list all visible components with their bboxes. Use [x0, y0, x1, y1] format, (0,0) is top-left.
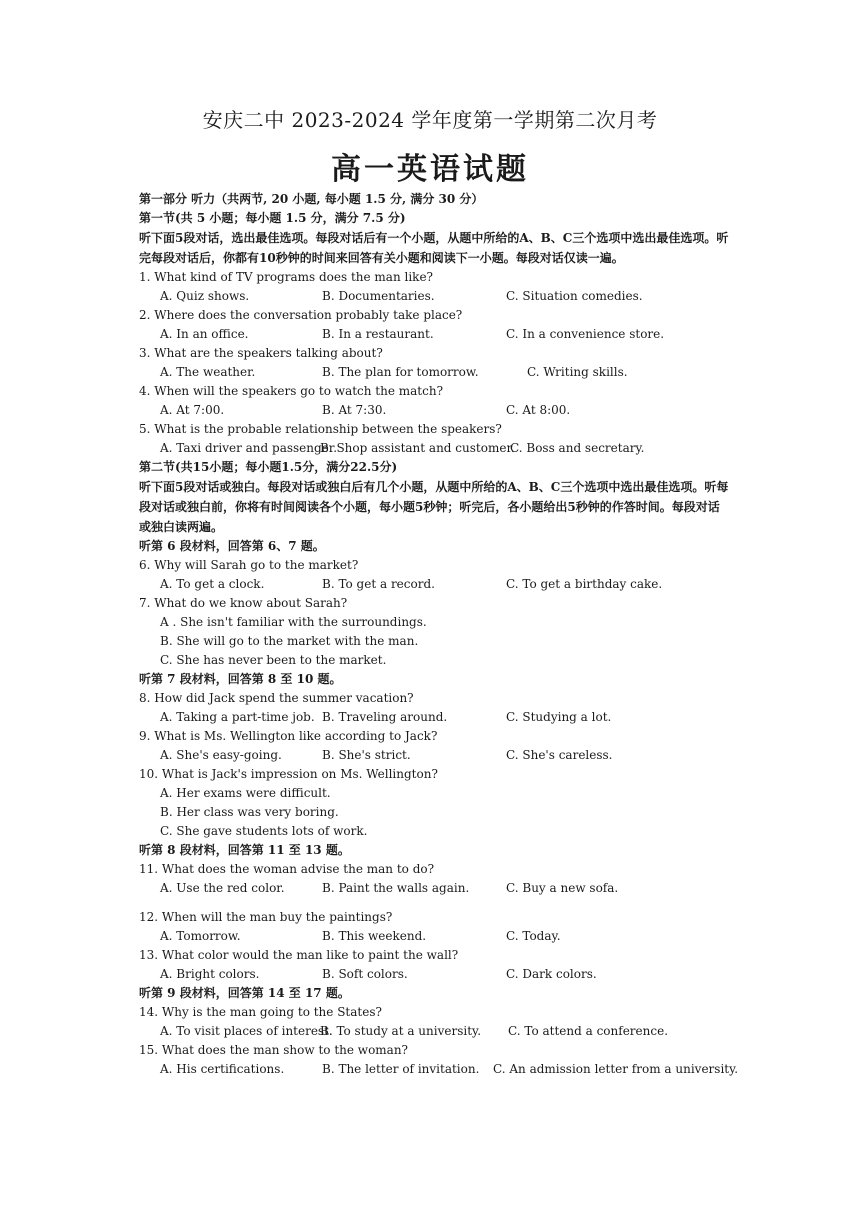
- option-b: B. Her class was very boring.: [160, 805, 339, 819]
- question-8: 8. How did Jack spend the summer vacation?: [139, 691, 414, 705]
- section2-heading: 第二节(共15小题；每小题1.5分，满分22.5分): [139, 460, 398, 474]
- option-a: A. His certifications.: [160, 1062, 285, 1076]
- option-c: C. Dark colors.: [506, 967, 597, 981]
- option-a: A. Taking a part-time job.: [160, 710, 315, 724]
- option-c: C. Boss and secretary.: [510, 441, 645, 455]
- option-c: C. Situation comedies.: [506, 289, 643, 303]
- question-11: 11. What does the woman advise the man to do?: [139, 862, 435, 876]
- option-b: B. In a restaurant.: [322, 327, 434, 341]
- options-11: [139, 879, 729, 898]
- option-a: A. She's easy-going.: [160, 748, 282, 762]
- question-6: 6. Why will Sarah go to the market?: [139, 558, 359, 572]
- options-4: [139, 401, 729, 420]
- option-a: A . She isn't familiar with the surroundings.: [160, 615, 427, 629]
- page-title: 高一英语试题: [331, 152, 529, 187]
- option-c: C. Today.: [506, 929, 561, 943]
- option-c: C. In a convenience store.: [506, 327, 665, 341]
- option-a: A. To visit places of interest.: [160, 1024, 333, 1038]
- question-4: 4. When will the speakers go to watch the match?: [139, 384, 444, 398]
- option-a: A. Bright colors.: [160, 967, 260, 981]
- section2-instructions: 听下面5段对话或独白。每段对话或独白后有几个小题，从题中所给的A、B、C三个选项中选出最佳选项。听每段对话或独白前，你将有时间阅读各个小题，每小题5秒钟；听完后，各小题给出5秒钟的作答时间。每段对话或独白读两遍。: [139, 480, 729, 534]
- option-c: C. She gave students lots of work.: [160, 824, 368, 838]
- option-b: B. Soft colors.: [322, 967, 408, 981]
- question-2: 2. Where does the conversation probably take place?: [139, 308, 463, 322]
- option-b: B. The letter of invitation.: [322, 1062, 480, 1076]
- option-b: B. Traveling around.: [322, 710, 448, 724]
- option-a: A. Use the red color.: [160, 881, 285, 895]
- options-14: [139, 1022, 729, 1041]
- question-12: 12. When will the man buy the paintings?: [139, 910, 393, 924]
- section1-heading: 第一节(共 5 小题；每小题 1.5 分，满分 7.5 分): [139, 211, 406, 225]
- options-5: [139, 439, 729, 458]
- exam-body: [139, 190, 739, 1079]
- options-13: [139, 965, 729, 984]
- option-b: B. This weekend.: [322, 929, 427, 943]
- option-a: A. Taxi driver and passenger.: [160, 441, 338, 455]
- spacer: [139, 898, 729, 908]
- option-a: A. Her exams were difficult.: [160, 786, 331, 800]
- options-9: [139, 746, 729, 765]
- school-exam-line: 安庆二中 2023-2024 学年度第一学期第二次月考: [202, 108, 658, 132]
- question-15: 15. What does the man show to the woman?: [139, 1043, 408, 1057]
- option-b: B. Documentaries.: [322, 289, 435, 303]
- option-b: B. She's strict.: [322, 748, 411, 762]
- option-b: B. Shop assistant and customer.: [320, 441, 515, 455]
- part1-heading: 第一部分 听力（共两节, 20 小题, 每小题 1.5 分, 满分 30 分）: [139, 192, 484, 206]
- group-7-heading: 听第 7 段材料，回答第 8 至 10 题。: [139, 672, 342, 686]
- option-b: B. The plan for tomorrow.: [322, 365, 479, 379]
- options-1: [139, 287, 729, 306]
- option-b: B. To get a record.: [322, 577, 435, 591]
- option-c: C. She's careless.: [506, 748, 613, 762]
- group-6-heading: 听第 6 段材料，回答第 6、7 题。: [139, 539, 325, 553]
- question-14: 14. Why is the man going to the States?: [139, 1005, 382, 1019]
- question-3: 3. What are the speakers talking about?: [139, 346, 383, 360]
- question-5: 5. What is the probable relationship between the speakers?: [139, 422, 502, 436]
- section1-instructions: 听下面5段对话，选出最佳选项。每段对话后有一个小题，从题中所给的A、B、C三个选项中选出最佳选项。听完每段对话后，你都有10秒钟的时间来回答有关小题和阅读下一小题。每段对话仅读一遍。: [139, 231, 729, 265]
- option-a: A. At 7:00.: [160, 403, 225, 417]
- option-b: B. To study at a university.: [320, 1024, 482, 1038]
- options-15: [139, 1060, 739, 1079]
- options-2: [139, 325, 729, 344]
- question-7: 7. What do we know about Sarah?: [139, 596, 348, 610]
- group-8-heading: 听第 8 段材料，回答第 11 至 13 题。: [139, 843, 350, 857]
- group-9-heading: 听第 9 段材料，回答第 14 至 17 题。: [139, 986, 350, 1000]
- question-10: 10. What is Jack's impression on Ms. Wellington?: [139, 767, 438, 781]
- options-3: [139, 363, 729, 382]
- option-a: A. The weather.: [160, 365, 256, 379]
- question-1: 1. What kind of TV programs does the man like?: [139, 270, 433, 284]
- options-6: [139, 575, 729, 594]
- question-9: 9. What is Ms. Wellington like according to Jack?: [139, 729, 438, 743]
- option-c: C. Writing skills.: [527, 365, 628, 379]
- option-b: B. She will go to the market with the man.: [160, 634, 419, 648]
- options-12: [139, 927, 729, 946]
- option-c: C. Buy a new sofa.: [506, 881, 619, 895]
- option-c: C. She has never been to the market.: [160, 653, 387, 667]
- option-a: A. Tomorrow.: [160, 929, 241, 943]
- option-a: A. Quiz shows.: [160, 289, 250, 303]
- option-b: B. At 7:30.: [322, 403, 387, 417]
- question-13: 13. What color would the man like to paint the wall?: [139, 948, 459, 962]
- option-a: A. To get a clock.: [160, 577, 265, 591]
- option-b: B. Paint the walls again.: [322, 881, 470, 895]
- option-a: A. In an office.: [160, 327, 249, 341]
- option-c: C. An admission letter from a university.: [493, 1062, 739, 1076]
- options-8: [139, 708, 729, 727]
- option-c: C. To get a birthday cake.: [506, 577, 663, 591]
- option-c: C. Studying a lot.: [506, 710, 612, 724]
- option-c: C. At 8:00.: [506, 403, 571, 417]
- option-c: C. To attend a conference.: [508, 1024, 669, 1038]
